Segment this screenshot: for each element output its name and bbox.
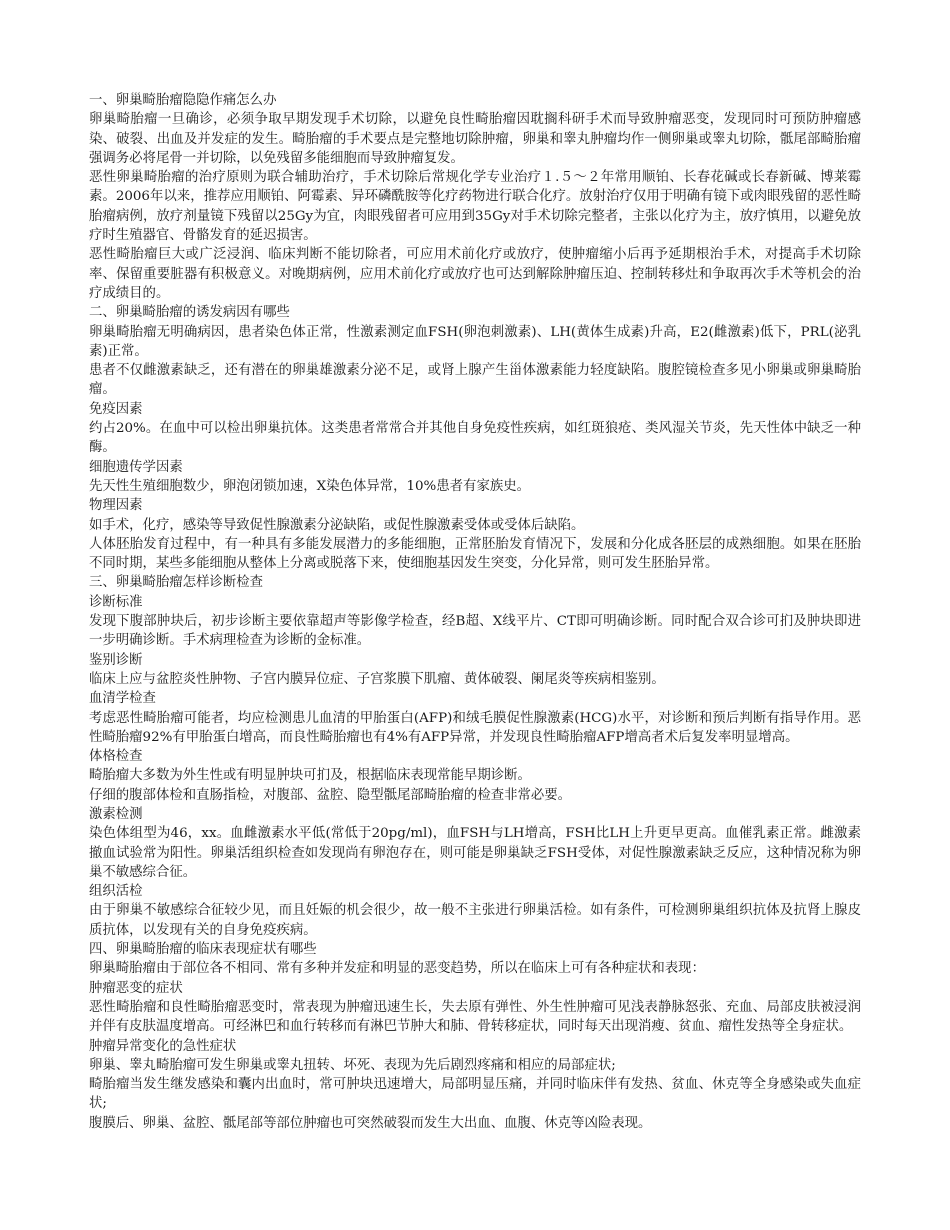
subheading: 免疫因素 bbox=[89, 401, 143, 417]
subheading: 细胞遗传学因素 bbox=[89, 459, 183, 475]
paragraph: 仔细的腹部体检和直肠指检，对腹部、盆腔、隐型骶尾部畸胎瘤的检查非常必要。 bbox=[89, 787, 572, 803]
paragraph: 恶性卵巢畸胎瘤的治疗原则为联合辅助治疗，手术切除后常规化学专业治疗１.５～２年常用顺铂、长春花碱或长春新碱、博莱霉素。2006年以来，推荐应用顺铂、阿霉素、异环磷酰胺等化疗药物进行联合化疗。放射治疗仅用于明确有镜下或肉眼残留的恶性畸胎瘤病例，放疗剂量镜下残留以25Gy为宜，肉眼残留者可应用到35Gy对手术切除完整者，主张以化疗为主，放疗慎用，以避免放疗时生殖器官、骨骼发育的延迟损害。 bbox=[89, 170, 861, 244]
paragraph: 畸胎瘤当发生继发感染和囊内出血时，常可肿块迅速增大，局部明显压痛，并同时临床伴有发热、贫血、休克等全身感染或失血症状; bbox=[89, 1077, 861, 1112]
section-heading-2: 二、卵巢畸胎瘤的诱发病因有哪些 bbox=[89, 305, 290, 321]
paragraph: 患者不仅雌激素缺乏，还有潜在的卵巢雄激素分泌不足，或肾上腺产生甾体激素能力轻度缺陷。腹腔镜检查多见小卵巢或卵巢畸胎瘤。 bbox=[89, 363, 861, 398]
paragraph: 人体胚胎发育过程中，有一种具有多能发展潜力的多能细胞，正常胚胎发育情况下，发展和分化成各胚层的成熟细胞。如果在胚胎不同时期，某些多能细胞从整体上分离或脱落下来，使细胞基因发生突变，分化异常，则可发生胚胎异常。 bbox=[89, 536, 861, 572]
subheading: 体格检查 bbox=[89, 749, 143, 765]
paragraph: 考虑恶性畸胎瘤可能者，均应检测患儿血清的甲胎蛋白(AFP)和绒毛膜促性腺激素(HCG)水平，对诊断和预后判断有指导作用。恶性畸胎瘤92%有甲胎蛋白增高，而良性畸胎瘤也有4%有AFP异常，并发现良性畸胎瘤AFP增高者术后复发率明显增高。 bbox=[89, 710, 861, 745]
subheading: 激素检测 bbox=[89, 806, 143, 822]
subheading: 血清学检查 bbox=[89, 691, 156, 707]
subheading: 鉴别诊断 bbox=[89, 652, 143, 668]
paragraph: 腹膜后、卵巢、盆腔、骶尾部等部位肿瘤也可突然破裂而发生大出血、血腹、休克等凶险表现。 bbox=[89, 1115, 652, 1131]
subheading: 组织活检 bbox=[89, 884, 143, 900]
paragraph: 先天性生殖细胞数少，卵泡闭锁加速，X染色体异常，10%患者有家族史。 bbox=[89, 478, 531, 494]
paragraph: 恶性畸胎瘤和良性畸胎瘤恶变时，常表现为肿瘤迅速生长，失去原有弹性、外生性肿瘤可见浅表静脉怒张、充血、局部皮肤被浸润并伴有皮肤温度增高。可经淋巴和血行转移而有淋巴节肿大和肺、骨转移症状，同时每天出现消瘦、贫血、瘤性发热等全身症状。 bbox=[89, 999, 861, 1035]
paragraph: 畸胎瘤大多数为外生性或有明显肿块可扪及，根据临床表现常能早期诊断。 bbox=[89, 768, 531, 784]
section-heading-1: 一、卵巢畸胎瘤隐隐作痛怎么办 bbox=[89, 93, 277, 108]
paragraph: 临床上应与盆腔炎性肿物、子宫内膜异位症、子宫浆膜下肌瘤、黄体破裂、阑尾炎等疾病相鉴别。 bbox=[89, 671, 665, 687]
subheading: 物理因素 bbox=[89, 498, 143, 514]
document-body bbox=[89, 91, 861, 1133]
paragraph: 卵巢畸胎瘤由于部位各不相同、常有多种并发症和明显的恶变趋势，所以在临床上可有各种症状和表现： bbox=[89, 961, 705, 977]
paragraph: 约占20%。在血中可以检出卵巢抗体。这类患者常常合并其他自身免疫性疾病，如红斑狼疮、类风湿关节炎，先天性体中缺乏一种酶。 bbox=[89, 421, 861, 456]
section-heading-3: 三、卵巢畸胎瘤怎样诊断检查 bbox=[89, 575, 264, 591]
subheading: 肿瘤异常变化的急性症状 bbox=[89, 1038, 237, 1054]
paragraph: 发现下腹部肿块后，初步诊断主要依靠超声等影像学检查，经B超、X线平片、CT即可明确诊断。同时配合双合诊可扪及肿块即进一步明确诊断。手术病理检查为诊断的金标准。 bbox=[89, 614, 861, 649]
paragraph: 如手术，化疗，感染等导致促性腺激素分泌缺陷，或促性腺激素受体或受体后缺陷。 bbox=[89, 517, 585, 533]
paragraph: 卵巢、睾丸畸胎瘤可发生卵巢或睾丸扭转、坏死、表现为先后剧烈疼痛和相应的局部症状; bbox=[89, 1057, 616, 1073]
paragraph: 恶性畸胎瘤巨大或广泛浸润、临床判断不能切除者，可应用术前化疗或放疗，使肿瘤缩小后再予延期根治手术，对提高手术切除率、保留重要脏器有积极意义。对晚期病例，应用术前化疗或放疗也可达到解除肿瘤压迫、控制转移灶和争取再次手术等机会的治疗成绩目的。 bbox=[89, 247, 861, 301]
subheading: 诊断标准 bbox=[89, 594, 143, 610]
subheading: 肿瘤恶变的症状 bbox=[89, 980, 183, 996]
paragraph: 由于卵巢不敏感综合征较少见，而且妊娠的机会很少，故一般不主张进行卵巢活检。如有条件，可检测卵巢组织抗体及抗肾上腺皮质抗体，以发现有关的自身免疫疾病。 bbox=[89, 903, 861, 938]
paragraph: 染色体组型为46，xx。血雌激素水平低(常低于20pg/ml)，血FSH与LH增高，FSH比LH上升更早更高。血催乳素正常。雌激素撤血试验常为阳性。卵巢活组织检查如发现尚有卵泡存在，则可能是卵巢缺乏FSH受体，对促性腺激素缺乏反应，这种情况称为卵巢不敏感综合征。 bbox=[89, 826, 861, 880]
paragraph: 卵巢畸胎瘤一旦确诊，必须争取早期发现手术切除，以避免良性畸胎瘤因耽搁科研手术而导致肿瘤恶变，发现同时可预防肿瘤感染、破裂、出血及并发症的发生。畸胎瘤的手术要点是完整地切除肿瘤，卵巢和睾丸肿瘤均作一侧卵巢或睾丸切除，骶尾部畸胎瘤强调务必将尾骨一并切除，以免残留多能细胞而导致肿瘤复发。 bbox=[89, 112, 861, 166]
paragraph: 卵巢畸胎瘤无明确病因，患者染色体正常，性激素测定血FSH(卵泡刺激素)、LH(黄体生成素)升高，E2(雌激素)低下，PRL(泌乳素)正常。 bbox=[89, 324, 861, 359]
section-heading-4: 四、卵巢畸胎瘤的临床表现症状有哪些 bbox=[89, 942, 317, 958]
